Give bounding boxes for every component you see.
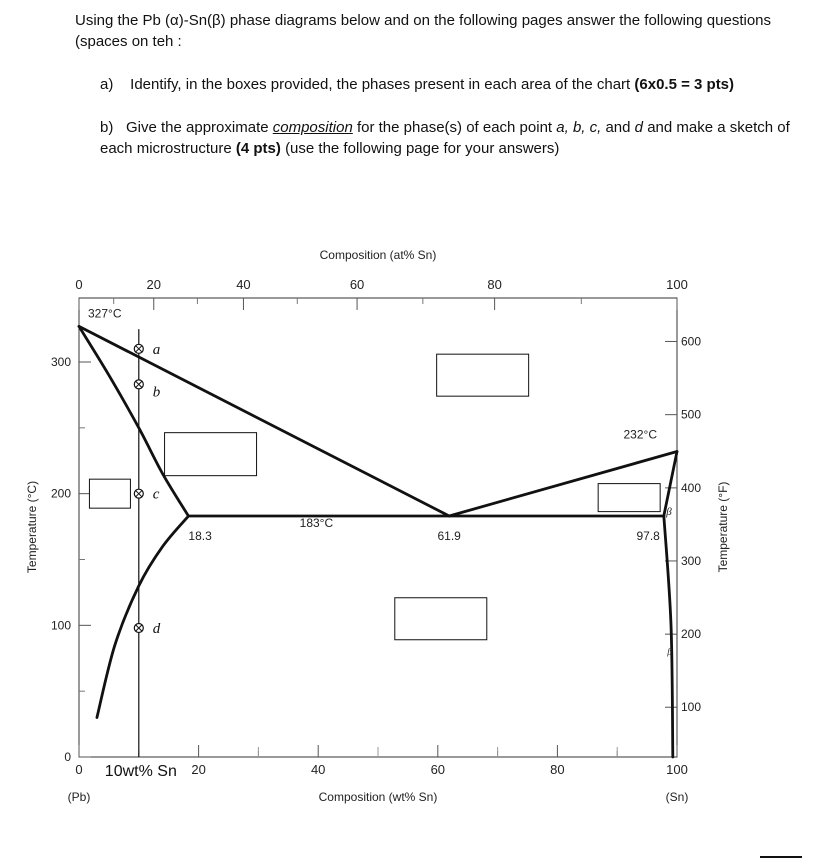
right-tick-label: 300 (681, 553, 702, 568)
question-b-label: b) (100, 119, 114, 136)
question-a-points: (6x0.5 = 3 pts) (634, 76, 735, 93)
top-tick-label: 20 (146, 277, 161, 292)
question-b-text1: Give the approximate (126, 119, 269, 136)
solvus-left-line (97, 516, 188, 717)
question-b-text4: (use the following page for your answers) (285, 140, 560, 157)
sn-label: (Sn) (665, 790, 689, 804)
intro-sentence: Using the Pb (α)-Sn(β) phase diagrams below and on the following pages answer the following questions (spaces on teh : (75, 12, 772, 50)
question-b-composition: composition (272, 119, 353, 136)
question-a-text: Identify, in the boxes provided, the phases present in each area of the chart (130, 76, 631, 93)
sn-melting-label: 232°C (623, 427, 657, 442)
question-b-letters: a, b, c, (556, 119, 602, 136)
bottom-tick-label: 60 (430, 762, 446, 777)
y-axis-label-left: Temperature (°C) (25, 480, 39, 574)
eutectic-comp-label: 61.9 (437, 529, 461, 544)
solvus-right-line (664, 516, 673, 757)
left-tick-label: 200 (50, 486, 71, 501)
right-tick-label: 500 (681, 407, 702, 422)
ten-wt-label: 10wt% Sn (104, 763, 177, 780)
point-d-label: d (152, 620, 161, 637)
answer-box (89, 479, 130, 508)
question-b-text2: for the phase(s) of each point (356, 119, 553, 136)
alpha-max-label: 18.3 (188, 529, 212, 544)
beta-label-upper: β (666, 506, 672, 519)
right-tick-label: 400 (681, 480, 702, 495)
answer-box (437, 354, 529, 396)
point-a-label: a (152, 341, 161, 358)
question-b-text3: and make a sketch of each microstructure (100, 119, 790, 157)
answer-box (165, 433, 257, 476)
bottom-tick-label: 0 (75, 762, 83, 777)
top-tick-label: 0 (75, 277, 83, 292)
right-tick-label: 200 (681, 627, 702, 642)
x-axis-label: Composition (wt% Sn) (318, 790, 438, 804)
top-tick-label: 100 (666, 277, 688, 292)
top-tick-label: 80 (487, 277, 502, 292)
answer-box (598, 484, 660, 512)
point-b-label: b (152, 384, 161, 401)
bottom-tick-label: 40 (310, 762, 326, 777)
question-a-label: a) (100, 76, 114, 93)
plot-frame (79, 298, 677, 757)
top-tick-label: 40 (236, 277, 251, 292)
bottom-tick-label: 100 (666, 762, 688, 777)
left-tick-label: 300 (50, 355, 71, 369)
pb-label: (Pb) (67, 790, 91, 804)
left-tick-label: 0 (64, 750, 71, 764)
question-b-and: and (605, 119, 631, 136)
beta-label-lower: β (667, 646, 672, 657)
question-b-d: d (634, 119, 644, 136)
pb-melting-label: 327°C (88, 306, 122, 321)
corner-divider (760, 856, 802, 858)
y-axis-label-right: Temperature (°F) (716, 481, 730, 573)
right-tick-label: 600 (681, 334, 702, 349)
eutectic-temp-label: 183°C (299, 516, 334, 531)
beta-max-label: 97.8 (636, 529, 660, 544)
top-axis-label: Composition (at% Sn) (319, 248, 437, 262)
left-tick-label: 100 (50, 618, 71, 633)
top-tick-label: 60 (349, 277, 365, 292)
right-tick-label: 100 (681, 700, 702, 715)
point-c-label: c (152, 486, 160, 503)
bottom-tick-label: 20 (191, 762, 206, 777)
question-b-pts: (4 pts) (235, 140, 281, 157)
answer-box (395, 598, 487, 640)
bottom-tick-label: 80 (550, 762, 565, 777)
